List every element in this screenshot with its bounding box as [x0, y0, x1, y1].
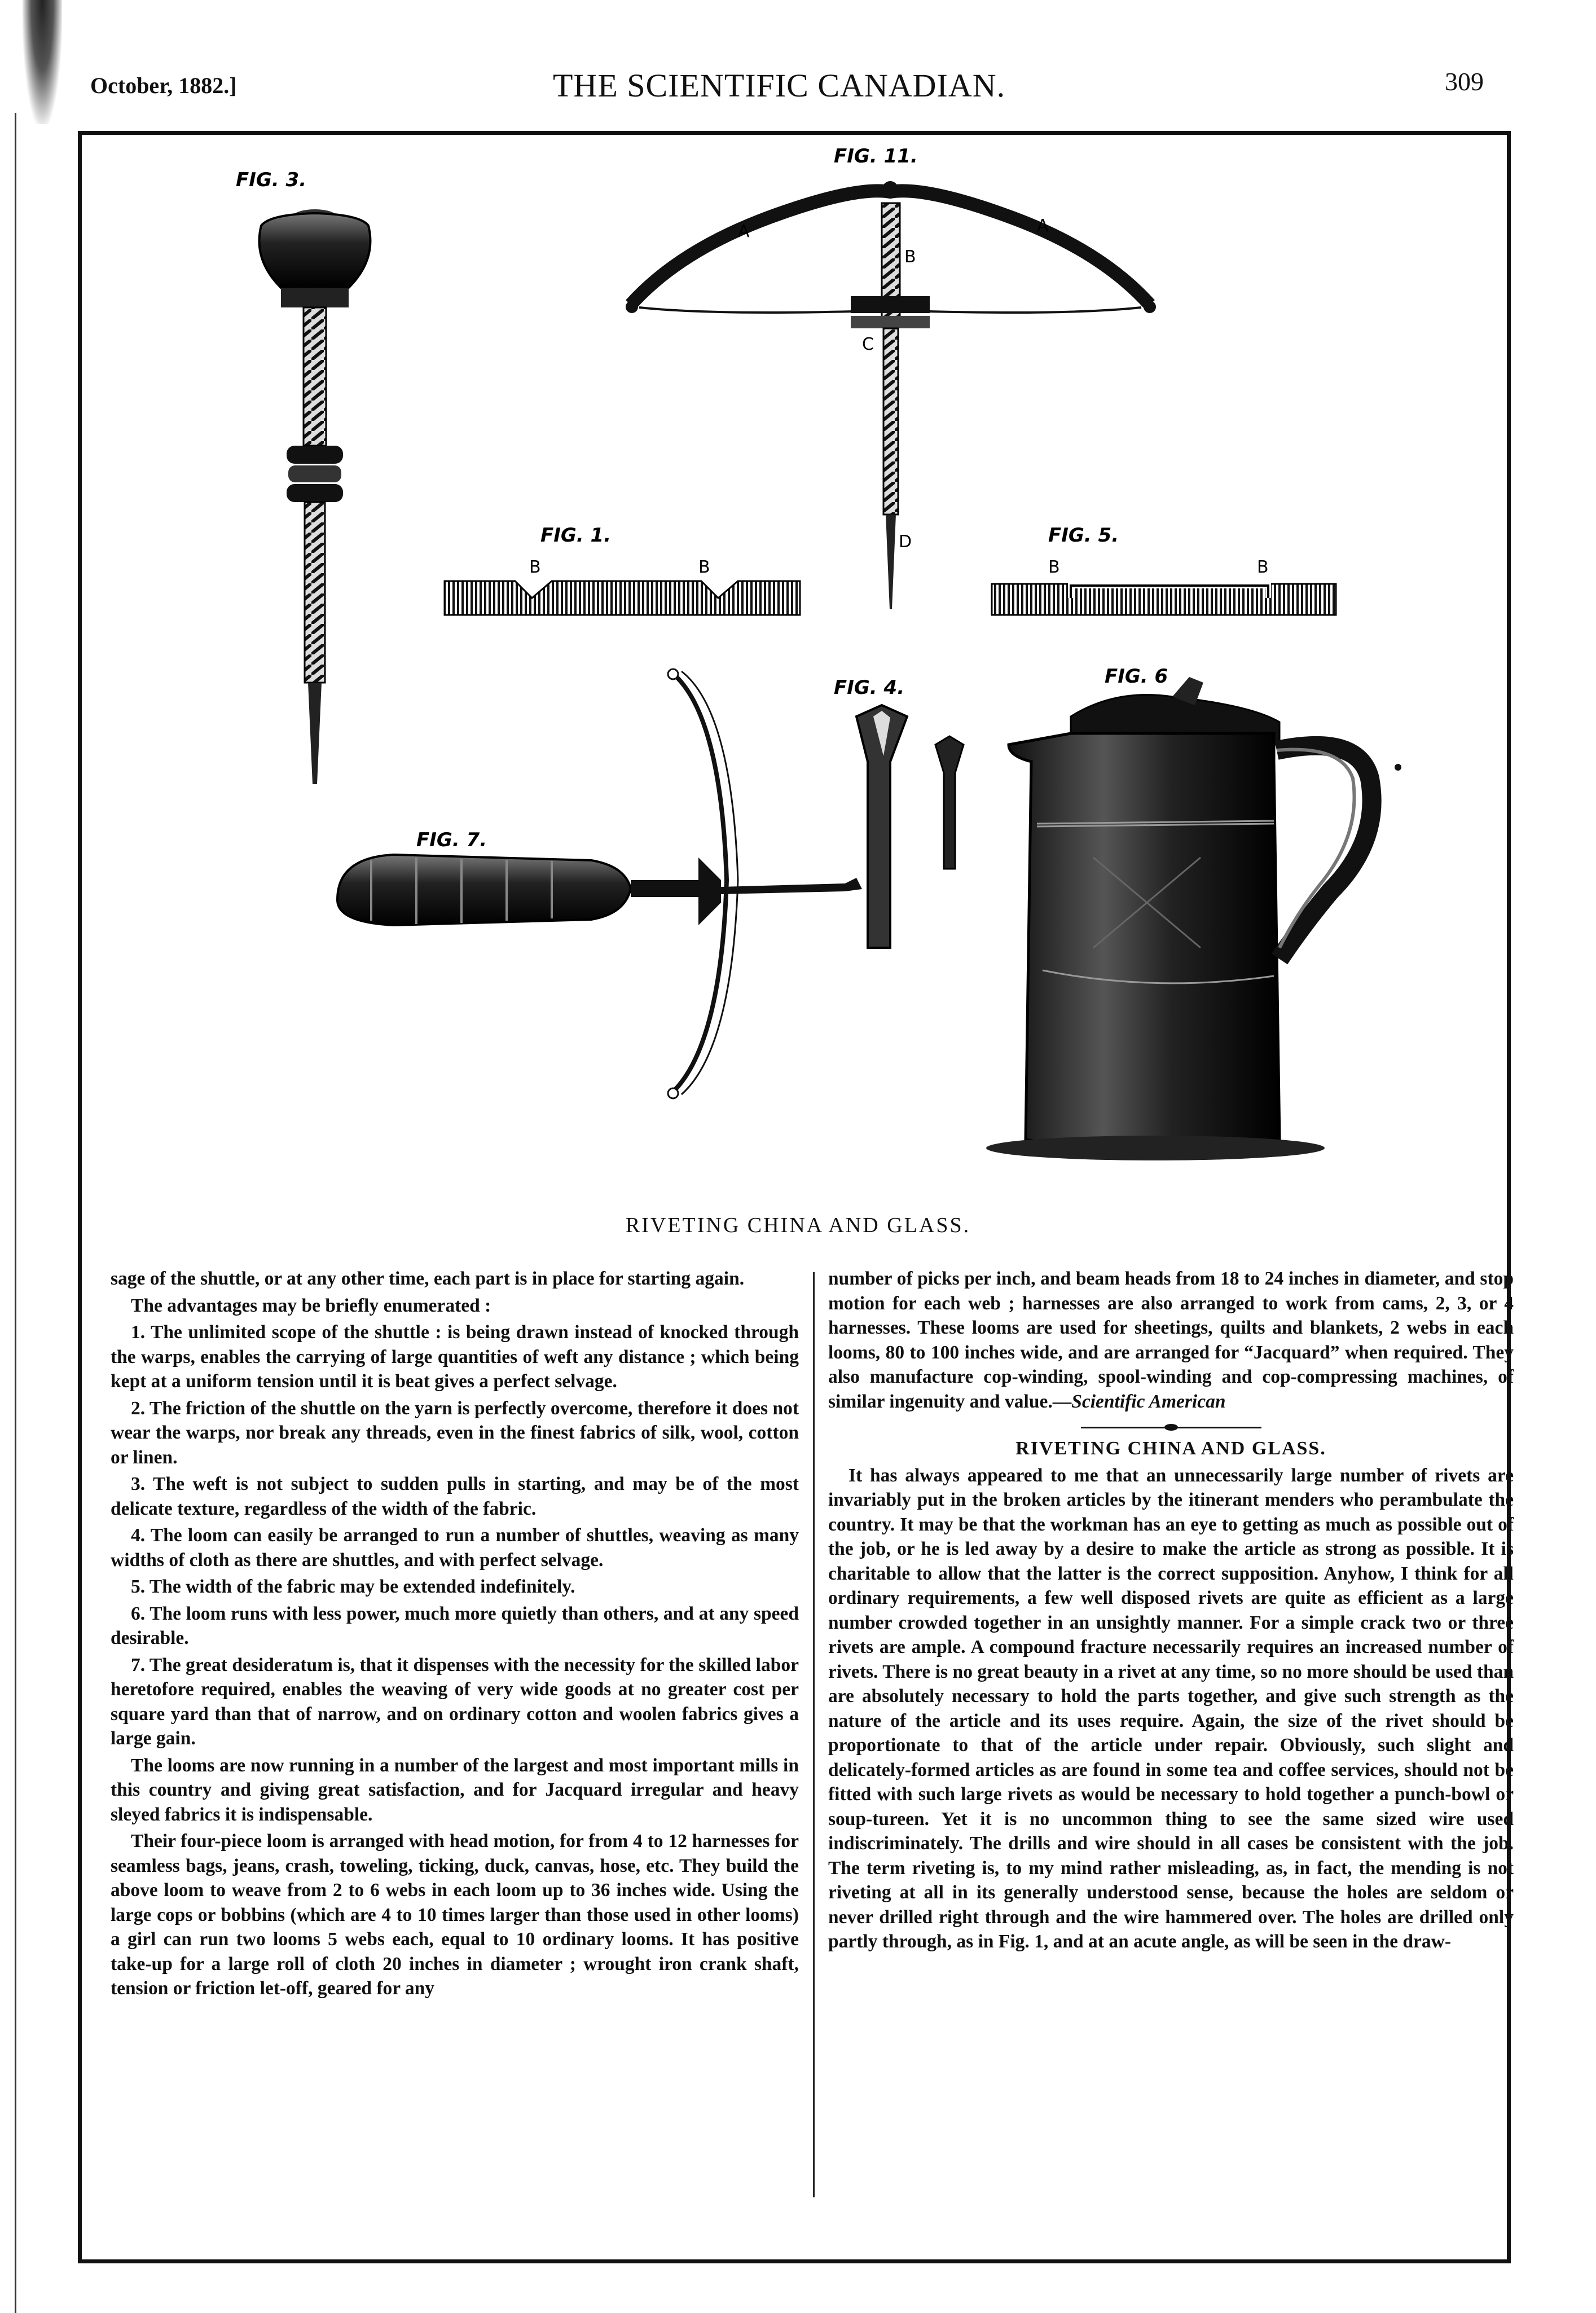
section-ornament — [1081, 1424, 1261, 1431]
left-paragraph: 2. The friction of the shuttle on the yarn is perfectly overcome, therefore it does not wear the warps, nor break any threads, even in the finest fabrics of silk, wool, cotton or linen. — [111, 1397, 799, 1468]
fig6-jug — [986, 665, 1401, 1160]
left-paragraph: 6. The loom runs with less power, much more quietly than others, and at any speed desirable. — [111, 1603, 799, 1648]
engraving-plate — [100, 147, 1488, 1207]
ink-smudge — [23, 0, 62, 124]
right-column — [828, 1267, 1514, 1956]
fig1-letter-b-left: B — [529, 557, 541, 577]
fig3-drill — [236, 169, 370, 784]
fig5-letter-b-left: B — [1048, 557, 1060, 577]
left-paragraph: The advantages may be briefly enumerated : — [131, 1295, 491, 1316]
fig4-rivets — [834, 676, 964, 948]
article-heading: RIVETING CHINA AND GLASS. — [1015, 1438, 1326, 1459]
fig11-letter-b: B — [904, 247, 916, 267]
left-paragraph: 5. The width of the fabric may be extended indefinitely. — [131, 1576, 575, 1597]
left-paragraph: Their four-piece loom is arranged with head motion, for from 4 to 12 harnesses for seamless bags, jeans, crash, toweling, ticking, duck, canvas, hose, etc. They build the above loom to weave from 2 to 6 webs in each loom up to 36 inches wide. Using the large cops or bobbins (which are 4 to 10 times larger than those used in other looms) a girl can run two looms 5 webs each, equal to 10 ordinary looms. It has positive take-up for a large roll of cloth 20 inches in diameter ; wrought iron crank shaft, tension or friction let-off, geared for any — [111, 1831, 799, 1999]
left-paragraph: The looms are now running in a number of the largest and most important mills in this country and giving great satisfaction, and for Jacquard irregular and heavy sleyed fabrics it is indispensable. — [111, 1754, 799, 1825]
fig11-label: FIG. 11. — [834, 147, 918, 168]
fig6-label: FIG. 6 — [1105, 665, 1168, 688]
header-title: THE SCIENTIFIC CANADIAN. — [553, 67, 1006, 104]
source-credit: Scientific American — [1071, 1391, 1226, 1412]
fig7-label: FIG. 7. — [416, 829, 487, 851]
fig11-letter-d: D — [899, 532, 912, 552]
column-divider — [813, 1272, 815, 2197]
fig5-letter-b-right: B — [1257, 557, 1269, 577]
figure-caption: RIVETING CHINA AND GLASS. — [625, 1213, 971, 1237]
fig11-letter-a-left: A — [738, 222, 750, 241]
fig1-section — [445, 524, 800, 615]
left-column — [111, 1267, 799, 2003]
left-paragraph: 3. The weft is not subject to sudden pulls in starting, and may be of the most delicate texture, regardless of the width of the fabric. — [111, 1474, 799, 1519]
fig5-section — [992, 524, 1336, 615]
fig1-label: FIG. 1. — [540, 524, 612, 547]
left-paragraph: sage of the shuttle, or at any other time, each part is in place for starting again. — [111, 1268, 745, 1289]
left-paragraph: 7. The great desideratum is, that it dispenses with the necessity for the skilled labor heretofore required, enables the weaving of very wide goods at no greater cost per square yard than that of narrow, and on ordinary cotton and woolen fabrics gives a large gain. — [111, 1654, 799, 1749]
fig5-label: FIG. 5. — [1048, 524, 1119, 547]
right-paragraph-continuation — [828, 1267, 1514, 1414]
loom-article-ending: number of picks per inch, and beam heads from 18 to 24 inches in diameter, and stop motion for each web ; harnesses are also arranged to work from cams, 2, 3, or 4 harnesses. These looms are used for sheetings, quilts and blankets, 2 webs in each looms, 80 to 100 inches wide, and are arranged for “Jacquard” when required. They also manufacture cop-winding, spool-winding and cop-compressing machines, of similar ingenuity and value.— — [828, 1268, 1514, 1412]
fig7-drill — [337, 669, 862, 1098]
header-date: October, 1882.] — [90, 73, 237, 98]
page-header — [90, 67, 1484, 117]
fig3-label: FIG. 3. — [236, 169, 307, 191]
left-paragraph: 4. The loom can easily be arranged to run a number of shuttles, weaving as many widths of cloth as there are shuttles, and with perfect selvage. — [111, 1525, 799, 1571]
header-page-number: 309 — [1445, 67, 1484, 96]
fig4-label: FIG. 4. — [834, 676, 905, 699]
fig11-letter-a-right: A — [1037, 216, 1049, 236]
fig11-letter-c: C — [862, 335, 874, 354]
fig1-letter-b-right: B — [698, 557, 710, 577]
riveting-article-body: It has always appeared to me that an unnecessarily large number of rivets are invariably put in the broken articles by the itinerant menders who perambulate the country. It may be that the workman has an eye to getting as much as possible out of the job, or he is led away by a desire to make the article as strong as possible. It is charitable to allow that the latter is the correct supposition. Anyhow, I think for all ordinary requirements, a few well disposed rivets are quite as efficient as a large number crowded together in an unsightly manner. For a simple crack two or three rivets are ample. A compound fracture necessarily requires an increased number of rivets. There is no great beauty in a rivet at any time, so no more should be used than are absolutely necessary to hold the parts together, and give such strength as the nature of the article and its uses require. Again, the size of the rivet should be proportionate to that of the article under repair. Obviously, such slight and delicately-formed articles as are found in some tea and coffee services, should not be fitted with such large rivets as would be necessary to hold together a punch-bowl or soup-tureen. Yet it is no uncommon thing to see the same sized wire used indiscriminately. The drills and wire should in all cases be consistent with the job. The term riveting is, to my mind rather misleading, as, in fact, the mending is not riveting at all in its generally understood sense, because the holes are seldom or never drilled right through and the wire hammered over. The holes are drilled only partly through, as in Fig. 1, and at an acute angle, as will be seen in the draw- — [828, 1465, 1514, 1952]
left-paragraph: 1. The unlimited scope of the shuttle : is being drawn instead of knocked through the warps, enables the carrying of large quantities of weft any distance ; which being kept at a uniform tension until it is beat gives a perfect selvage. — [111, 1322, 799, 1392]
